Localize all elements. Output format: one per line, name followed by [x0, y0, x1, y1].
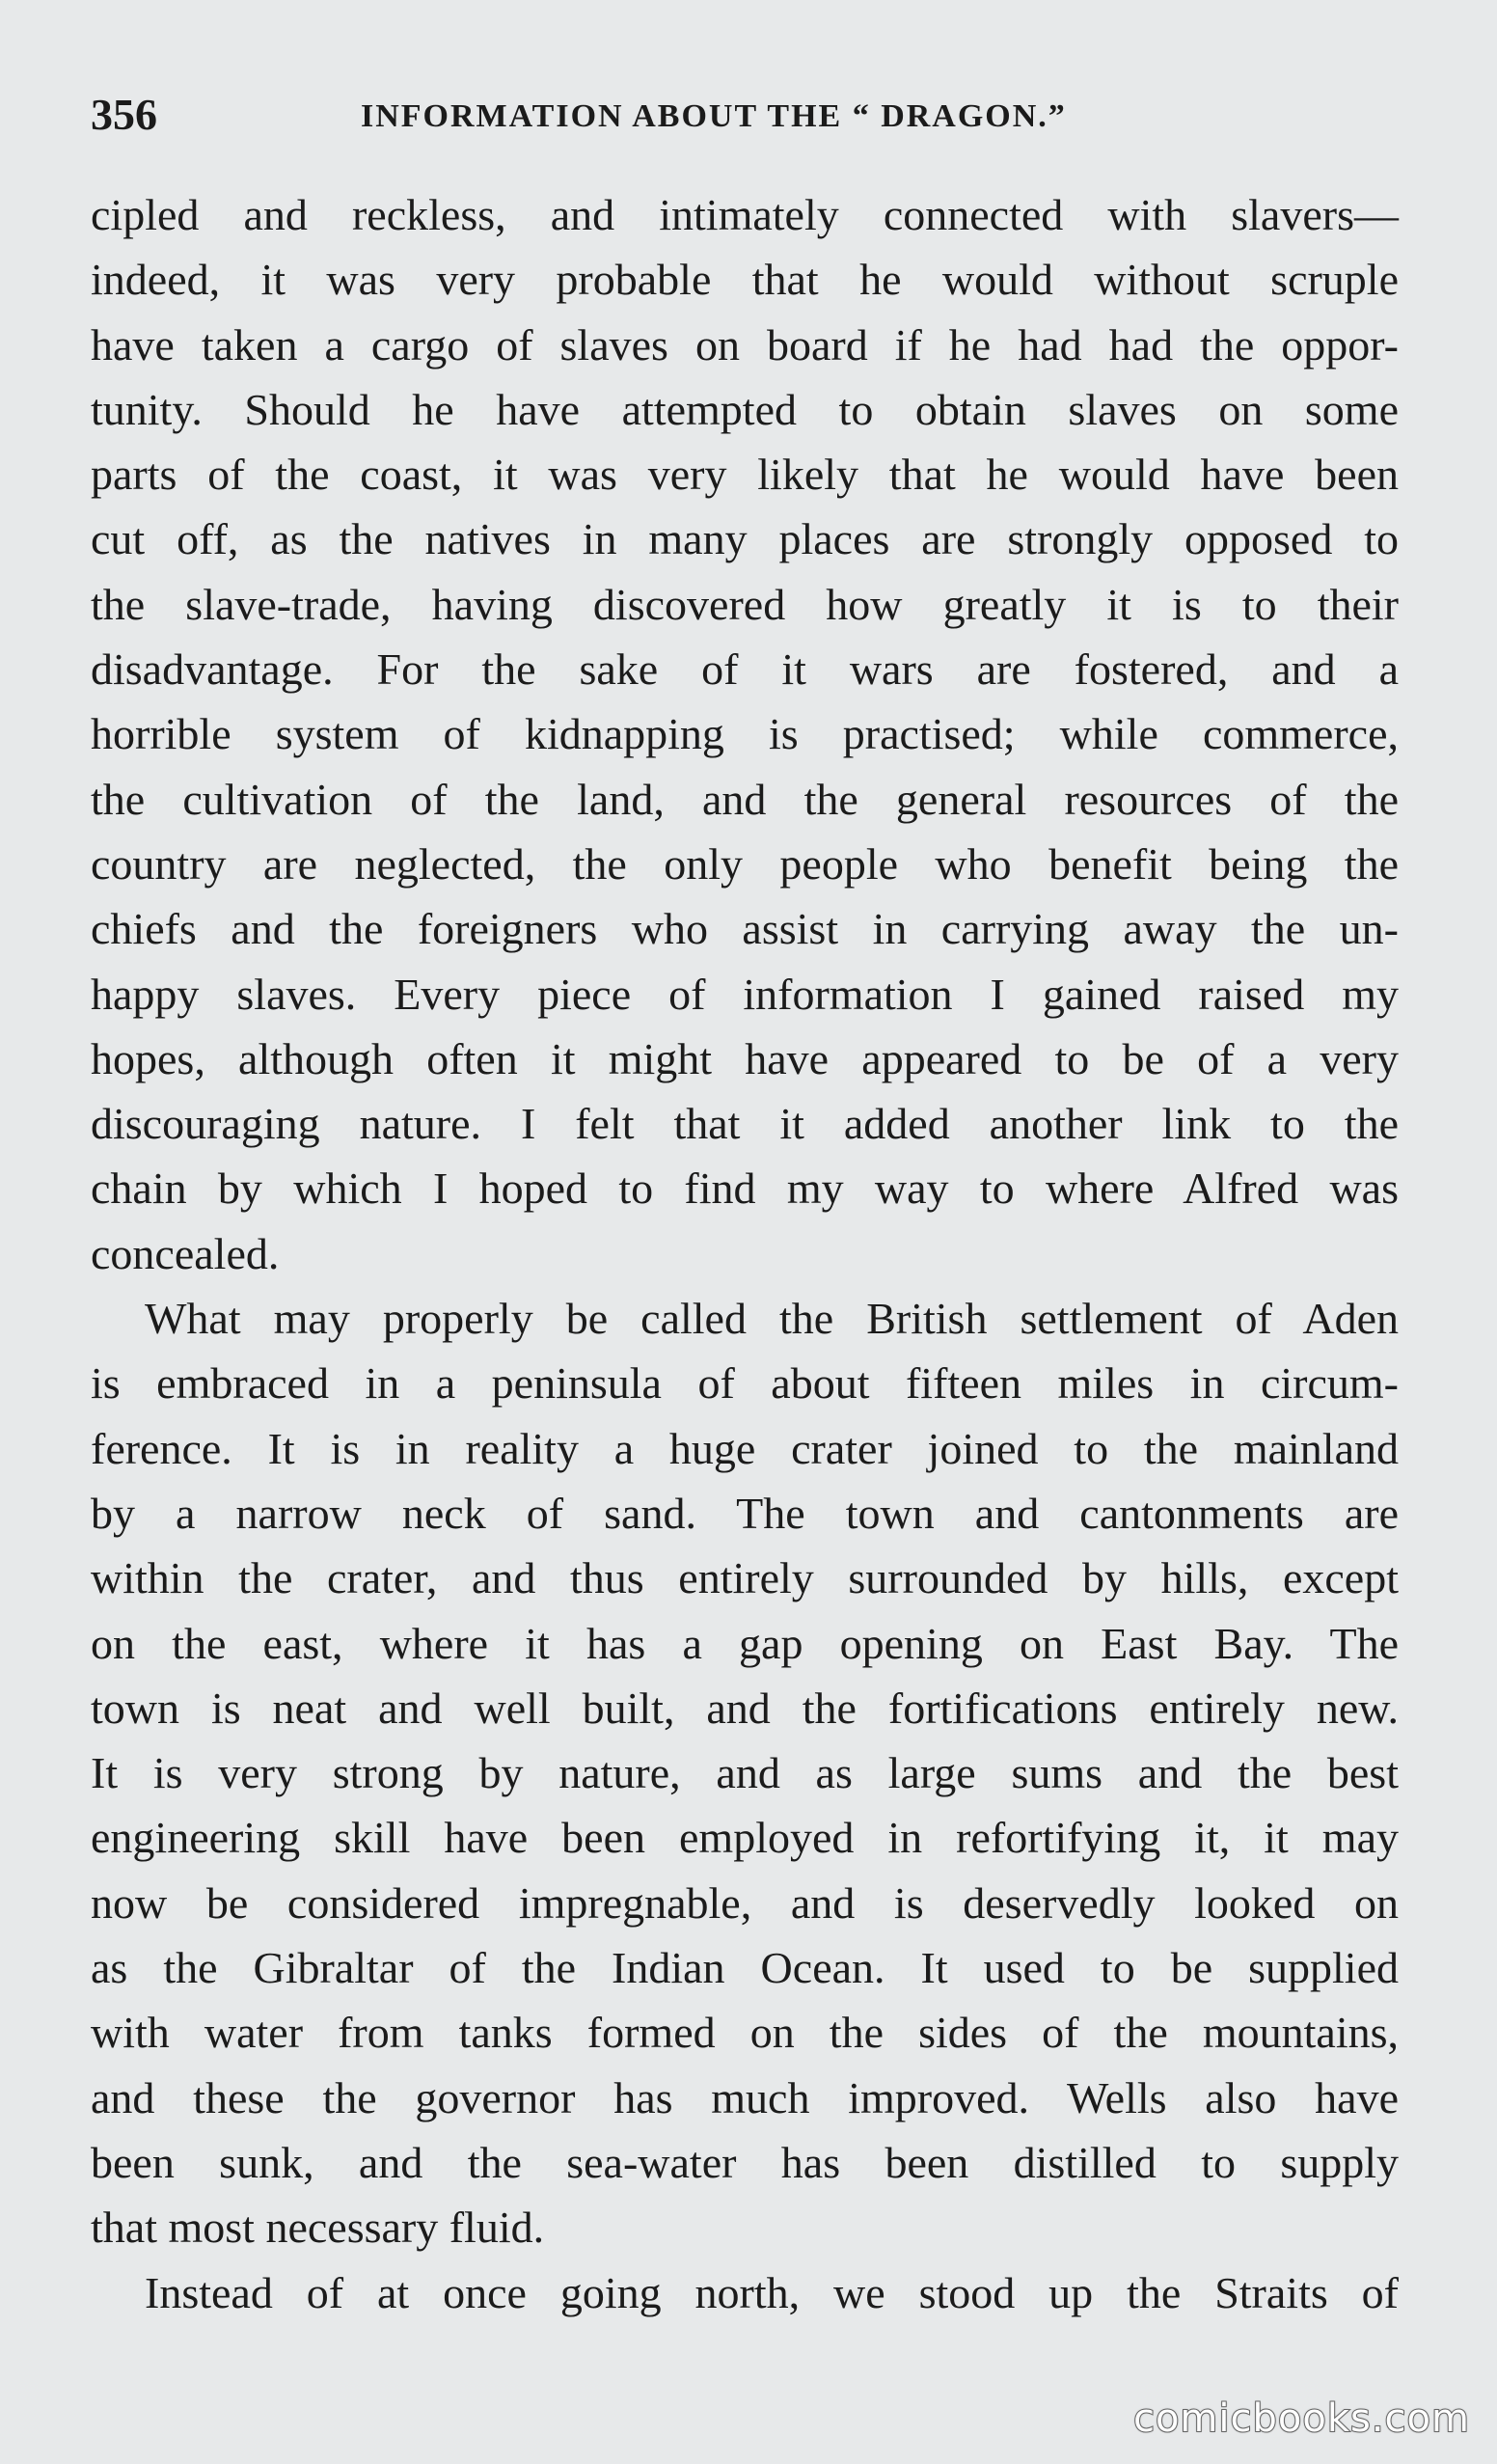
text-line: on the east, where it has a gap opening on East Bay. The — [91, 1618, 1399, 1668]
body-text — [91, 182, 1399, 2325]
text-line: cut off, as the natives in many places are strongly opposed to — [91, 514, 1399, 564]
text-line: and these the governor has much improved. Wells also have — [91, 2072, 1399, 2122]
text-line: Instead of at once going north, we stood up the Straits of — [145, 2267, 1399, 2317]
text-line: discouraging nature. I felt that it added another link to the — [91, 1099, 1399, 1149]
text-line: as the Gibraltar of the Indian Ocean. It used to be supplied — [91, 1943, 1399, 1993]
text-line: concealed. — [91, 1228, 280, 1278]
text-line: horrible system of kidnapping is practised; while commerce, — [91, 709, 1399, 759]
text-line: have taken a cargo of slaves on board if he had had the oppor- — [91, 319, 1399, 370]
text-line: engineering skill have been employed in refortifying it, it may — [91, 1813, 1399, 1863]
text-line: happy slaves. Every piece of information I gained raised my — [91, 969, 1399, 1019]
text-line: within the crater, and thus entirely surrounded by hills, except — [91, 1553, 1399, 1603]
text-line: with water from tanks formed on the sides of the mountains, — [91, 2008, 1399, 2058]
text-line: that most necessary fluid. — [91, 2203, 545, 2253]
text-line: been sunk, and the sea-water has been distilled to supply — [91, 2137, 1399, 2187]
text-line: town is neat and well built, and the fortifications entirely new. — [91, 1683, 1399, 1733]
text-line: the slave-trade, having discovered how greatly it is to their — [91, 579, 1399, 629]
text-line: by a narrow neck of sand. The town and cantonments are — [91, 1488, 1399, 1538]
text-line: tunity. Should he have attempted to obtain slaves on some — [91, 384, 1399, 434]
text-line: chiefs and the foreigners who assist in carrying away the un- — [91, 904, 1399, 954]
text-line: is embraced in a peninsula of about fifteen miles in circum- — [91, 1358, 1399, 1409]
text-line: indeed, it was very probable that he would without scruple — [91, 255, 1399, 305]
paragraph-1 — [91, 182, 1399, 1286]
paragraph-3 — [91, 2260, 1399, 2325]
text-line: What may properly be called the British settlement of Aden — [145, 1294, 1399, 1344]
text-line: cipled and reckless, and intimately connected with slavers— — [91, 190, 1399, 239]
paragraph-2 — [91, 1286, 1399, 2259]
text-line: chain by which I hoped to find my way to where Alfred was — [91, 1164, 1399, 1214]
text-line: ference. It is in reality a huge crater joined to the mainland — [91, 1423, 1399, 1473]
running-head: INFORMATION ABOUT THE “ DRAGON.” — [361, 98, 1067, 134]
text-line: hopes, although often it might have appeared to be of a very — [91, 1033, 1399, 1083]
text-line: disadvantage. For the sake of it wars are fostered, and a — [91, 644, 1399, 695]
text-line: country are neglected, the only people who benefit being the — [91, 838, 1399, 889]
text-line: the cultivation of the land, and the general resources of the — [91, 774, 1399, 824]
text-line: now be considered impregnable, and is deservedly looked on — [91, 1877, 1399, 1928]
page-number: 356 — [91, 90, 157, 139]
page-header — [91, 89, 1393, 147]
watermark-logo: comicbooks.com — [1132, 2396, 1470, 2441]
text-line: It is very strong by nature, and as large sums and the best — [91, 1748, 1399, 1798]
text-line: parts of the coast, it was very likely that he would have been — [91, 450, 1399, 500]
